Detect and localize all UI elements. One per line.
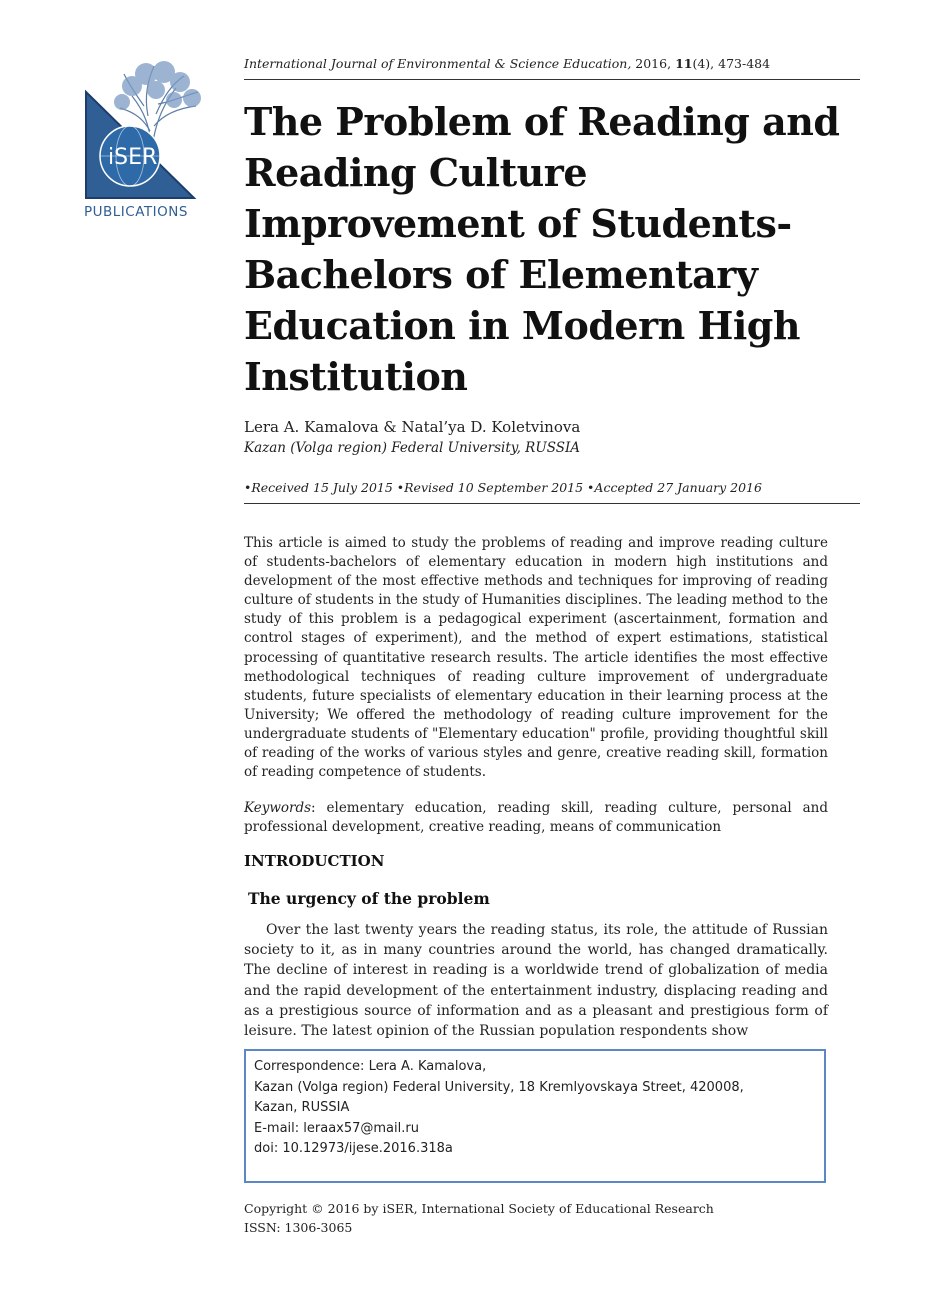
copyright-notice: Copyright © 2016 by iSER, International Society of Educational Research — [244, 1201, 714, 1216]
svg-text:PUBLICATIONS: PUBLICATIONS — [84, 204, 188, 220]
correspondence-line: Correspondence: Lera A. Kamalova, — [254, 1059, 487, 1074]
keywords-label: Keywords — [244, 800, 312, 816]
intro-paragraph: Over the last twenty years the reading status, its role, the attitude of Russian society to it, as in many countries around the world, has changed dramatically. The decline of interest in reading is a worldwide trend of globalization of media and the rapid development of the entertainment industry, displacing reading and as a prestigious source of information and as a pleasant and prestigious form of leisure. The latest opinion of the Russian population respondents show — [244, 922, 828, 1040]
journal-name: International Journal of Environmental & Science Education, — [244, 56, 632, 71]
page-footer — [244, 1199, 714, 1237]
correspondence-email[interactable]: E-mail: leraax57@mail.ru — [254, 1120, 419, 1136]
correspondence-line: Kazan, RUSSIA — [254, 1100, 350, 1115]
iser-logo-icon — [84, 56, 204, 226]
svg-text:iSER: iSER — [108, 145, 158, 170]
abstract: This article is aimed to study the problems of reading and improve reading culture of students-bachelors of elementary education in modern high institutions and development of the most effective methods and techniques for improving of reading culture of students in the study of Humanities disciplines. The leading method to the study of this problem is a pedagogical experiment (ascertainment, formation and control stages of experiment), and the method of expert estimations, statistical processing of quantitative research results. The article identifies the most effective methodological techniques of reading culture improvement of undergraduate students, future specialists of elementary education in their learning process at the University; We offered the methodology of reading culture improvement for the undergraduate students of "Elementary education" profile, providing thoughtful skill of reading of the works of various styles and genre, creative reading skill, formation of reading competence of students. — [244, 535, 828, 781]
dates-rule — [244, 503, 860, 504]
journal-year: 2016, — [635, 56, 672, 71]
publisher-logo — [84, 56, 204, 226]
article-dates: •Received 15 July 2015 •Revised 10 September 2015 •Accepted 27 January 2016 — [244, 480, 762, 495]
journal-volume: 11 — [675, 56, 693, 71]
keywords-text: : elementary education, reading skill, reading culture, personal and professional development, creative reading, means of communication — [244, 800, 828, 836]
article-affiliation: Kazan (Volga region) Federal University, RUSSIA — [244, 440, 581, 456]
journal-citation — [244, 56, 860, 71]
issn: ISSN: 1306-3065 — [244, 1220, 353, 1235]
journal-issue-pages: (4), 473-484 — [692, 56, 771, 71]
article-title: The Problem of Reading and Reading Culture Improvement of Students-Bachelors of Elementary Education in Modern High Institution — [244, 99, 840, 399]
section-heading: INTRODUCTION — [244, 852, 385, 870]
correspondence-line: Kazan (Volga region) Federal University, 18 Kremlyovskaya Street, 420008, — [254, 1079, 744, 1095]
correspondence-doi[interactable]: doi: 10.12973/ijese.2016.318a — [254, 1141, 453, 1156]
article-authors: Lera A. Kamalova & Natal’ya D. Koletvinova — [244, 418, 581, 436]
correspondence-box — [244, 1049, 826, 1183]
header-rule — [244, 79, 860, 80]
subsection-heading: The urgency of the problem — [248, 889, 490, 908]
keywords — [244, 799, 828, 837]
